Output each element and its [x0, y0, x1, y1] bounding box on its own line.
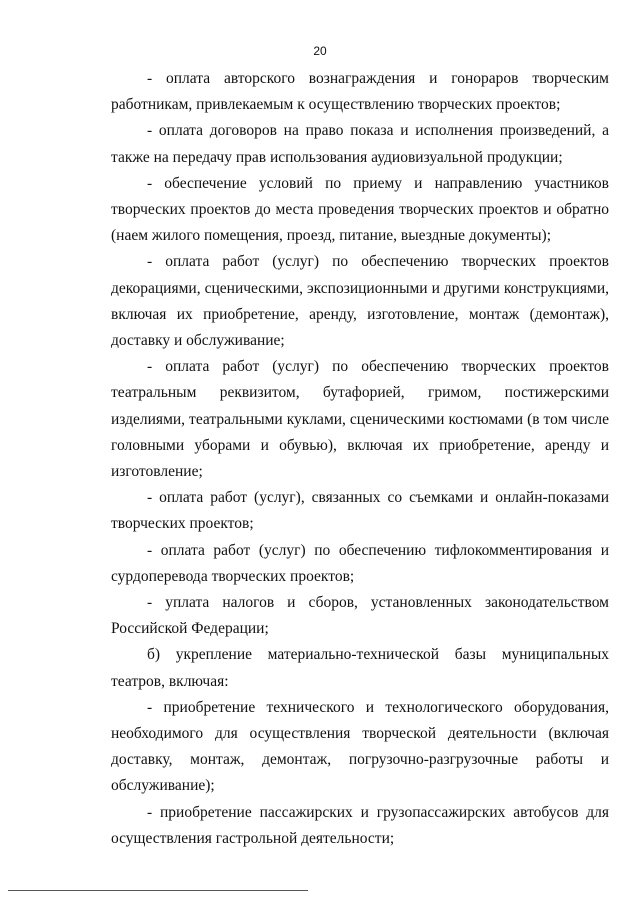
- paragraph-buses: - приобретение пассажирских и грузопассажирских автобусов для осуществления гастрольной деятельности;: [111, 803, 609, 847]
- paragraph-fee-payment: - оплата авторского вознаграждения и гонораров творческим работникам, привлекаемым к осуществлению творческих проектов;: [111, 70, 609, 114]
- paragraph-decorations: - оплата работ (услуг) по обеспечению творческих проектов декорациями, сценическими, экспозиционными и другими конструкциями, включая их приобретение, аренду, изготовление, монтаж (демонтаж), доставку и обслуживание;: [111, 253, 609, 350]
- paragraph-equipment: - приобретение технического и технологического оборудования, необходимого для осуществления творческой деятельности (включая доставку, монтаж, демонтаж, погрузочно-разгрузочные работы и обслуживание);: [111, 698, 609, 795]
- document-body: [111, 66, 609, 852]
- footer-divider: [8, 890, 308, 891]
- paragraph-filming: - оплата работ (услуг), связанных со съемками и онлайн-показами творческих проектов;: [111, 489, 609, 533]
- paragraph-taxes: - уплата налогов и сборов, установленных законодательством Российской Федерации;: [111, 594, 609, 638]
- page-number: 20: [313, 44, 327, 58]
- paragraph-rights-contracts: - оплата договоров на право показа и исполнения произведений, а также на передачу прав использования аудиовизуальной продукции;: [111, 122, 609, 166]
- paragraph-participant-travel: - обеспечение условий по приему и направлению участников творческих проектов до места проведения творческих проектов и обратно (наем жилого помещения, проезд, питание, выездные документы);: [111, 174, 609, 245]
- paragraph-material-base: б) укрепление материально-технической базы муниципальных театров, включая:: [111, 646, 609, 690]
- paragraph-props-costumes: - оплата работ (услуг) по обеспечению творческих проектов театральным реквизитом, бутафорией, гримом, постижерскими изделиями, театральными куклами, сценическими костюмами (в том числе головными уборами и обувью), включая их приобретение, аренду и изготовление;: [111, 358, 609, 481]
- paragraph-accessibility: - оплата работ (услуг) по обеспечению тифлокомментирования и сурдоперевода творческих проектов;: [111, 541, 609, 585]
